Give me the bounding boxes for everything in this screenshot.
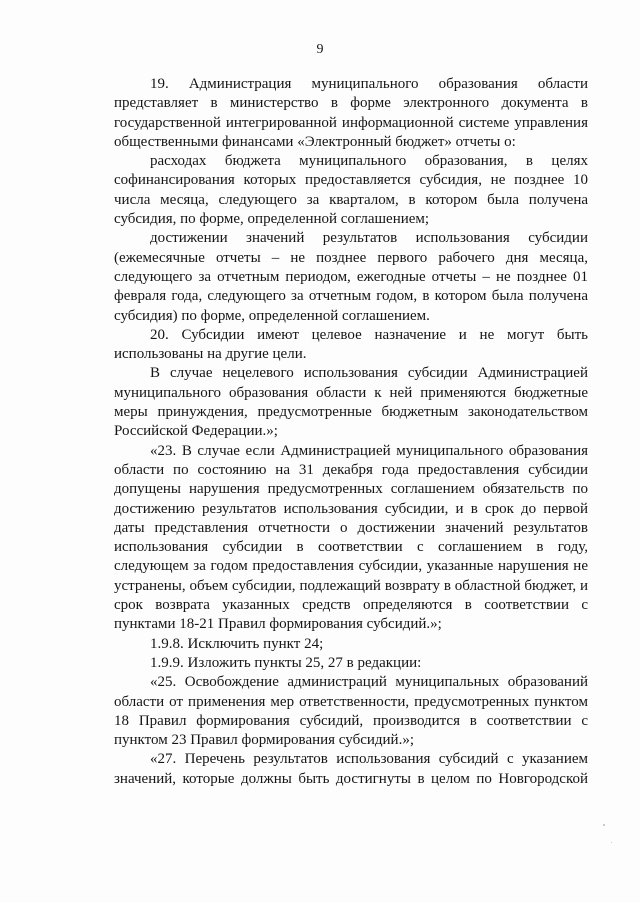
paragraph-20: 20. Субсидии имеют целевое назначение и не могут быть использованы на другие цели. xyxy=(114,326,588,363)
paragraph-27: «27. Перечень результатов использования субсидий с указанием значений, которые должны быть достигнуты в целом по Новгородской xyxy=(114,751,588,787)
scan-speck xyxy=(611,842,612,843)
paragraph-23: «23. В случае если Администрацией муниципального образования области по состоянию на 31 декабря года предоставления субсидии допущены нарушения предусмотренных соглашением обязательств по достижению результатов использования субсидии, и в срок до первой даты представления отчетности о достижении значений результатов использования субсидии в соответствии с соглашением в году, следующем за годом предоставления субсидии, указанные нарушения не устранены, объем субсидии, подлежащий возврату в областной бюджет, и срок возврата указанных средств определяются в соответствии с пунктами 18-21 Правил формирования субсидий.»; xyxy=(114,442,588,633)
paragraph-misuse: В случае нецелевого использования субсидии Администрацией муниципального образования области к ней применяются бюджетные меры принуждения, предусмотренные бюджетным законодательством Российской Федерации.»; xyxy=(114,365,588,440)
page-number: 9 xyxy=(316,42,324,57)
paragraph-19: 19. Администрация муниципального образования области представляет в министерство в форме электронного документа в государственной интегрированной информационной системе управления общественными финансами «Электронный бюджет» отчеты о: xyxy=(114,76,588,150)
paragraph-1-9-9: 1.9.9. Изложить пункты 25, 27 в редакции: xyxy=(150,654,422,671)
paragraph-expenses-report: расходах бюджета муниципального образования, в целях софинансирования которых предоставляется субсидия, не позднее 10 числа месяца, следующего за кварталом, в котором была получена субсидия, по форме, определенной соглашением; xyxy=(114,153,588,228)
paragraph-25: «25. Освобождение администраций муниципальных образований области от применения мер ответственности, предусмотренных пунктом 18 Правил формирования субсидий, производится в соответствии с пунктом 23 Правил формирования субсидий.»; xyxy=(114,674,588,749)
paragraph-1-9-8: 1.9.8. Исключить пункт 24; xyxy=(150,635,324,652)
scan-speck xyxy=(603,824,605,826)
paragraph-results-report: достижении значений результатов использования субсидии (ежемесячные отчеты – не позднее первого рабочего дня месяца, следующего за отчетным периодом, ежегодные отчеты – не позднее 01 февраля года, следующего за отчетным годом, в котором была получена субсидия) по форме, определенной соглашением. xyxy=(114,230,588,324)
document-body xyxy=(114,75,588,789)
